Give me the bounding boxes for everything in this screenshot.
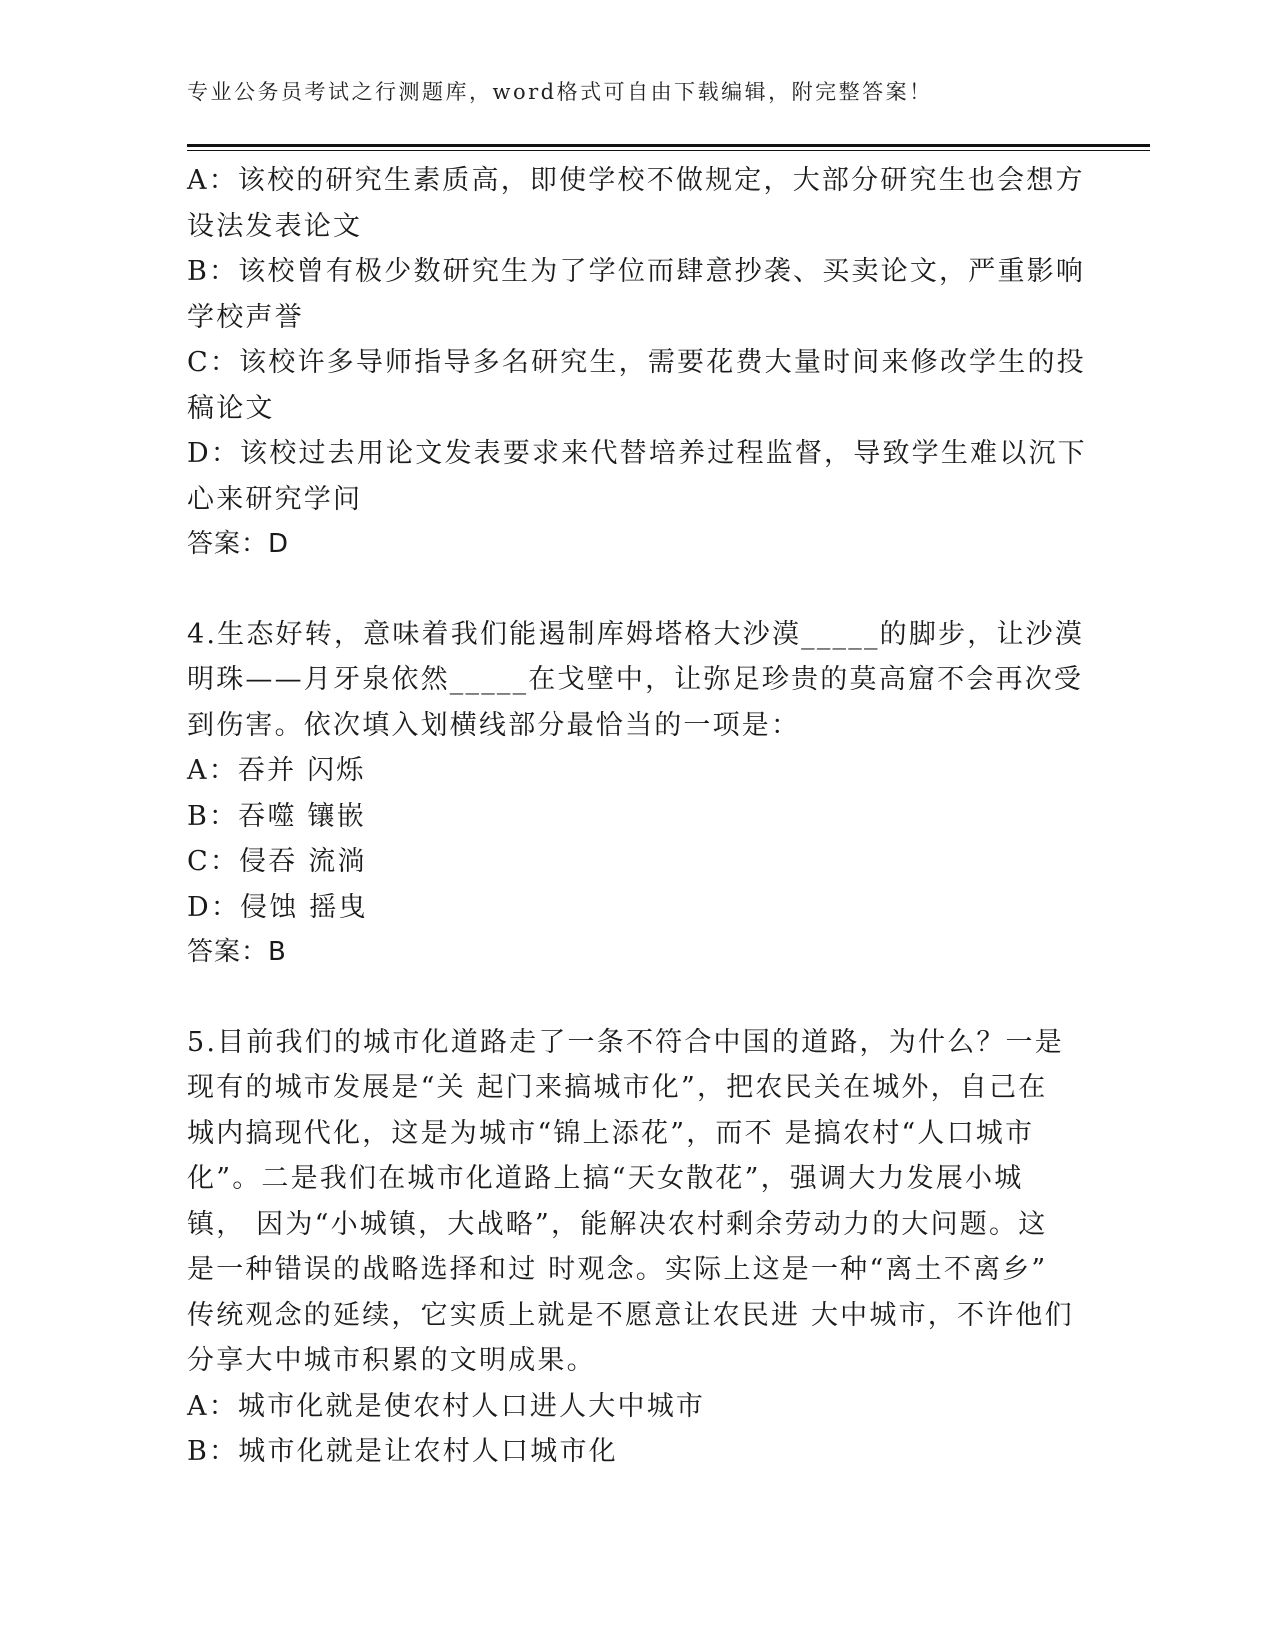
q5-stem	[187, 1020, 1077, 1384]
q5-stem-line-7: 传统观念的延续，它实质上就是不愿意让农民进 大中城市，不许他们	[187, 1299, 1074, 1331]
q5-stem-line-4: 化”。二是我们在城市化道路上搞“天女散花”，强调大力发展小城	[187, 1163, 1024, 1194]
q5-stem-line-3: 城内搞现代化，这是为城市“锦上添花”，而不 是搞农村“人口城市	[187, 1117, 1035, 1149]
q3-option-c-line-2: 稿论文	[187, 392, 275, 424]
header-rule-thin	[187, 150, 1150, 151]
spacer	[187, 976, 1077, 1020]
page-header: 专业公务员考试之行测题库，word格式可自由下载编辑，附完整答案！	[187, 80, 933, 104]
q5-stem-line-2: 现有的城市发展是“关 起门来搞城市化”，把农民关在城外，自己在	[187, 1072, 1048, 1103]
spacer	[187, 568, 1077, 612]
q4-option-d: D：侵蚀 摇曳	[187, 891, 368, 923]
q4-stem-line-3: 到伤害。依次填入划横线部分最恰当的一项是：	[187, 709, 801, 741]
q3-option-a-line-2: 设法发表论文	[187, 210, 363, 242]
q5-stem-line-1: 5.目前我们的城市化道路走了一条不符合中国的道路，为什么？一是	[187, 1026, 1064, 1058]
q5-stem-line-6: 是一种错误的战略选择和过 时观念。实际上这是一种“离土不离乡”	[187, 1254, 1048, 1285]
q4-stem-line-1: 4.生态好转，意味着我们能遏制库姆塔格大沙漠_____的脚步，让沙漠	[187, 618, 1085, 650]
q4-option-c: C：侵吞 流淌	[187, 846, 367, 877]
q4-stem	[187, 612, 1085, 749]
q5-stem-line-8: 分享大中城市积累的文明成果。	[187, 1345, 596, 1376]
q3-option-c	[187, 340, 1086, 431]
q4-option-a: A：吞并 闪烁	[187, 755, 366, 786]
q4-stem-line-2: 明珠——月牙泉依然_____在戈壁中，让弥足珍贵的莫高窟不会再次受	[187, 664, 1084, 695]
q3-option-a-line-1: A：该校的研究生素质高，即使学校不做规定，大部分研究生也会想方	[187, 165, 1085, 196]
q3-option-b-line-1: B：该校曾有极少数研究生为了学位而肆意抄袭、买卖论文，严重影响	[187, 256, 1086, 287]
q4-answer: 答案：B	[187, 937, 287, 967]
q3-option-d-line-2: 心来研究学问	[187, 483, 363, 515]
q3-option-a	[187, 158, 1085, 249]
question-body	[187, 158, 1087, 1475]
q3-answer: 答案：D	[187, 529, 290, 559]
q5-option-b: B：城市化就是让农村人口城市化	[187, 1436, 618, 1467]
q3-option-c-line-1: C：该校许多导师指导多名研究生，需要花费大量时间来修改学生的投	[187, 347, 1086, 378]
q3-option-b	[187, 249, 1086, 340]
q5-stem-line-5: 镇， 因为“小城镇，大战略”，能解决农村剩余劳动力的大问题。这	[187, 1208, 1048, 1240]
q5-option-a: A：城市化就是使农村人口进人大中城市	[187, 1390, 706, 1422]
q4-option-b: B：吞噬 镶嵌	[187, 800, 366, 832]
q3-option-d-line-1: D：该校过去用论文发表要求来代替培养过程监督，导致学生难以沉下	[187, 438, 1087, 469]
q3-option-b-line-2: 学校声誉	[187, 301, 304, 333]
q3-option-d	[187, 431, 1087, 522]
header-rule-thick	[187, 144, 1150, 147]
